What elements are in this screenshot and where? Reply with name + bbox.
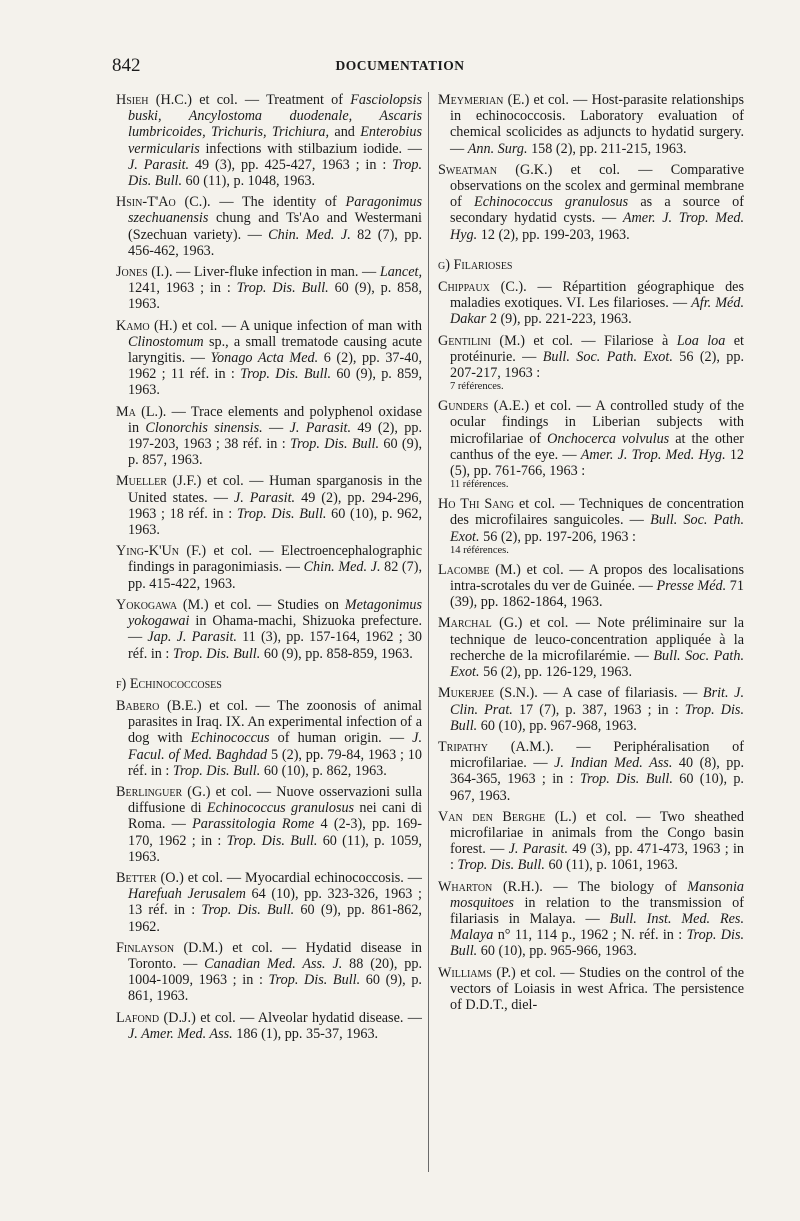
entry-author: Tripathy [438,738,488,755]
entry-text: 60 (10), p. 962, 1963. [128,505,423,539]
bibliography-entry [438,162,744,243]
entry-text: 11 (3), pp. 157-164, 1962 ; 30 réf. in : [128,629,423,662]
entry-italic-text: Trop. Dis. Bull. [450,701,744,734]
entry-italic-text: Loa loa [676,332,726,349]
entry-text: (D.J.) et col. — Alveolar hydatid disease. — [159,1009,422,1026]
entry-italic-text: Mansonia mosquitoes [450,878,744,911]
bibliography-entry [116,318,422,399]
entry-italic-text: J. Indian Med. Ass. [554,755,673,772]
entry-italic-text: Bull. Soc. Path. Exot. [450,647,744,681]
entry-italic-text: Trop. Dis. Bull. [450,927,745,960]
bibliography-entry [116,940,422,1005]
entry-text: 4 (2-3), pp. 169-170, 1962 ; in : [128,816,422,849]
entry-text: 60 (9), p. 858, 1963. [128,280,422,313]
bibliography-entry [116,784,422,865]
bibliography-entry [116,698,422,779]
entry-italic-text: J. Amer. Med. Ass. [128,1025,233,1042]
entry-italic-text: Trop. Dis. Bull. [290,436,380,453]
entry-text: (G.K.) et col. — Comparative observations on the scolex and germinal membrane of [450,161,744,211]
entry-text: 60 (11), p. 1048, 1963. [182,173,316,190]
entry-author: Hsin-T'Ao [116,194,176,211]
entry-text: of human origin. — [269,730,413,747]
entry-italic-text: Trop. Dis. Bull. [268,972,361,989]
entry-text: (G.) et col. — Note préliminaire sur la technique de leuco-concentration appliquée à la recherche de la microfilarémie. — [450,615,744,664]
bibliography-entry [438,879,744,960]
entry-italic-text: Echinococcus granulosus [206,800,355,817]
entry-text: 60 (9), pp. 861-862, 1962. [128,902,422,935]
entry-text: nei cani di Roma. — [128,800,423,833]
entry-text: — [262,419,290,436]
reference-count: 11 références. [450,479,509,491]
bibliography-entry [116,473,422,538]
entry-text: 6 (2), pp. 37-40, 1962 ; 11 réf. in : [128,350,422,383]
entry-italic-text: Trop. Dis. Bull. [172,645,261,662]
entry-text: (H.) et col. — A unique infection of man with [149,317,422,334]
right-column [438,92,744,1018]
reference-count: 14 références. [450,544,509,556]
entry-text: in Ohama-machi, Shizuoka prefecture. — [128,613,422,646]
bibliography-entry [438,685,744,734]
entry-text: 60 (11), p. 1059, 1963. [128,832,422,865]
entry-author: Sweatman [438,161,497,178]
entry-text: at the other canthus of the eye. — [450,430,744,463]
entry-italic-text: J. Facul. of Med. Baghdad [128,730,422,763]
entry-text: 60 (9), p. 861, 1963. [128,972,422,1005]
entry-author: Berlinguer [116,783,183,800]
bibliography-entry [438,809,744,874]
entry-author: Lacombe [438,561,490,578]
entry-italic-text: Bull. Soc. Path. Exot. [542,348,673,365]
entry-text: (I.). — Liver-fluke infection in man. — [147,264,380,281]
entry-text: 64 (10), pp. 323-326, 1963 ; 13 réf. in : [128,886,422,919]
entry-text: 158 (2), pp. 211-215, 1963. [527,140,687,157]
entry-text: (O.) et col. — Myocardial echinococcosis. — [156,869,422,886]
entry-italic-text: Afr. Méd. Dakar [450,295,744,328]
entry-text: (R.H.). — The biology of [492,878,688,895]
entry-text: 56 (2), pp. 197-206, 1963 : [479,528,636,545]
entry-italic-text: Metagonimus yokogawai [128,596,422,630]
entry-author: Wharton [438,878,493,895]
entry-text: (M.) et col. — A propos des localisations intra-scrotales du ver de Guinée. — [450,561,744,595]
entry-text: as a source of secondary hydatid cysts. — [450,194,744,227]
entry-text: et protéinurie. — [450,332,744,365]
entry-text: 49 (2), pp. 197-203, 1963 ; 38 réf. in : [128,419,423,453]
entry-italic-text: Parassitologia Rome [192,816,315,833]
entry-text: 82 (7), pp. 456-462, 1963. [128,226,422,259]
section-heading: f) Echinococcoses [116,675,222,692]
entry-author: Meymerian [438,92,504,108]
entry-author: Mueller [116,473,167,490]
entry-text: 60 (10), pp. 967-968, 1963. [477,717,637,734]
entry-italic-text: Trop. Dis. Bull. [226,832,318,849]
entry-text: (S.N.). — A case of filariasis. — [493,685,703,702]
entry-italic-text: Lancet, [379,264,422,281]
entry-text: 1241, 1963 ; in : [128,280,237,297]
bibliography-entry [438,496,744,557]
entry-author: Kamo [116,317,150,334]
entry-text: (F.) et col. — Electroencephalographic findings in paragonimiasis. — [128,543,422,576]
page-number: 842 [112,55,141,76]
entry-italic-text: Bull. Inst. Med. Res. Malaya [450,910,744,944]
entry-text: 60 (11), p. 1061, 1963. [544,857,678,874]
entry-author: Gentilini [438,332,492,349]
bibliography-entry [438,965,744,1014]
entry-italic-text: J. Parasit. [128,156,190,173]
section-heading: g) Filarioses [438,256,513,273]
left-column [116,92,422,1047]
entry-text: (H.C.) et col. — Treatment of [148,92,351,108]
entry-text: (M.) et col. — Studies on [177,596,345,613]
entry-text: 40 (8), pp. 364-365, 1963 ; in : [450,755,745,788]
entry-italic-text: Echinococcus granulosus [474,194,629,211]
bibliography-entry [116,1010,422,1042]
bibliography-entry [116,870,422,935]
entry-text: (A.M.). — Periphéralisation of microfilariae. — [450,738,744,772]
entry-italic-text: Trop. Dis. Bull. [128,156,423,190]
entry-author: Mukerjee [438,685,494,702]
entry-italic-text: Ann. Surg. [467,140,528,157]
bibliography-entry [438,615,744,680]
entry-author: Ying-K'Un [116,543,180,560]
entry-text: 49 (2), pp. 294-296, 1963 ; 18 réf. in : [128,489,422,522]
entry-text: (L.). — Trace elements and polyphenol oxidase in [128,403,422,436]
entry-text: 56 (2), pp. 207-217, 1963 : [450,348,744,382]
entry-italic-text: Brit. J. Clin. Prat. [450,685,744,718]
entry-author: Jones [116,264,148,281]
entry-text: in relation to the transmission of filariasis in Malaya. — [450,894,744,927]
entry-author: Better [116,869,157,886]
entry-italic-text: Amer. J. Trop. Med. Hyg. [580,446,726,463]
entry-italic-text: Trop. Dis. Bull. [240,366,332,383]
entry-author: Van den Berghe [438,808,546,825]
entry-text: (L.) et col. — Two sheathed microfilariae in animals from the Congo basin forest. — [450,808,744,858]
entry-italic-text: Trop. Dis. Bull. [236,280,329,297]
entry-text: 12 (2), pp. 199-203, 1963. [477,226,630,243]
entry-text: (P.) et col. — Studies on the control of the vectors of Loiasis in west Africa. The persistence of D.D.T., diel- [450,964,744,1013]
entry-text: 60 (10), pp. 965-966, 1963. [477,943,637,960]
entry-author: Finlayson [116,939,175,956]
entry-italic-text: Clinostomum [128,333,204,350]
entry-text: (C.). — The identity of [175,194,346,211]
reference-count: 7 références. [450,381,504,393]
entry-author: Yokogawa [116,596,178,613]
entry-author: Chippaux [438,279,490,296]
bibliography-entry [438,92,744,157]
entry-author: Gunders [438,398,489,415]
entry-italic-text: Fasciolopsis buski, Ancylostoma duodenale, Ascaris lumbricoides, Trichuris, Trichiura, [128,92,422,141]
entry-italic-text: Onchocerca volvulus [547,430,670,447]
entry-italic-text: Chin. Med. J. [268,226,351,243]
entry-text: 60 (10), p. 967, 1963. [450,771,744,804]
entry-text: chung and Ts'Ao and Westermani (Szechuan variety). — [128,210,422,243]
entry-text: 5 (2), pp. 79-84, 1963 ; 10 réf. in : [128,746,422,779]
bibliography-entry [438,398,744,491]
entry-text: sp., a small trematode causing acute laryngitis. — [128,333,422,367]
entry-text: et col. — Techniques de concentration des microfilaires sanguicoles. — [450,496,744,529]
entry-italic-text: Enterobius vermicularis [128,124,422,157]
entry-text: 49 (3), pp. 425-427, 1963 ; in : [189,156,393,173]
entry-text: (A.E.) et col. — A controlled study of the ocular findings in Liberian subjects with microfilariae of [450,398,744,447]
entry-italic-text: J. Parasit. [508,841,568,858]
bibliography-entry [438,739,744,804]
entry-text: 56 (2), pp. 126-129, 1963. [479,664,633,681]
entry-text: 186 (1), pp. 35-37, 1963. [232,1025,379,1042]
entry-italic-text: Trop. Dis. Bull. [201,902,295,919]
entry-text: 2 (9), pp. 221-223, 1963. [486,311,632,328]
entry-italic-text: Trop. Dis. Bull. [172,762,261,779]
entry-italic-text: Paragonimus szechuanensis [128,194,422,227]
entry-author: Williams [438,964,492,981]
entry-text: (M.) et col. — Filariose à [491,332,677,349]
bibliography-entry [116,543,422,592]
entry-italic-text: Trop. Dis. Bull. [579,771,673,788]
entry-italic-text: J. Parasit. [233,489,296,506]
entry-text: 17 (7), p. 387, 1963 ; in : [512,701,685,718]
entry-text: (C.). — Répartition géographique des maladies exotiques. VI. Les filarioses. — [450,279,744,312]
entry-italic-text: Canadian Med. Ass. J. [204,955,343,972]
entry-text: (J.F.) et col. — Human sparganosis in the United states. — [128,473,422,506]
entry-text: 49 (3), pp. 471-473, 1963 ; in : [450,841,745,874]
bibliography-entry [116,597,422,662]
entry-text: 60 (10), p. 862, 1963. [260,762,387,779]
entry-italic-text: Jap. J. Parasit. [147,629,237,646]
page-header [0,55,800,79]
entry-text: 60 (9), p. 857, 1963. [128,436,423,469]
entry-text: 60 (9), p. 859, 1963. [128,366,422,399]
entry-italic-text: Bull. Soc. Path. Exot. [450,512,744,545]
entry-italic-text: Amer. J. Trop. Med. Hyg. [450,210,745,243]
bibliography-entry [116,92,422,189]
entry-italic-text: Trop. Dis. Bull. [457,857,545,874]
entry-italic-text: Clonorchis sinensis. [145,419,263,436]
entry-author: Hsieh [116,92,149,108]
bibliography-entry [116,404,422,469]
bibliography-entry [438,333,744,394]
entry-italic-text: Echinococcus [190,730,270,747]
entry-text: 82 (7), pp. 415-422, 1963. [128,559,423,592]
entry-text: 71 (39), pp. 1862-1864, 1963. [450,578,744,611]
entry-italic-text: Harefuah Jerusalem [128,886,246,903]
entry-text: (G.) et col. — Nuove osservazioni sulla diffusione di [128,783,422,817]
entry-text: and [329,124,361,141]
entry-text: 60 (9), pp. 858-859, 1963. [260,645,413,662]
entry-text: n° 11, 114 p., 1962 ; N. réf. in : [493,927,687,944]
entry-text: (E.) et col. — Host-parasite relationships in echinococcosis. Laboratory evaluation of chemical scolicides as adjuncts to hydatid surgery. — [450,92,744,157]
entry-text: (B.E.) et col. — The zoonosis of animal parasites in Iraq. IX. An experimental infection of a dog with [128,697,422,747]
bibliography-entry [438,279,744,328]
entry-author: Babero [116,697,160,714]
entry-text: (D.M.) et col. — Hydatid disease in Toronto. — [128,939,422,972]
entry-author: Lafond [116,1009,160,1026]
entry-italic-text: Chin. Med. J. [303,559,381,576]
running-title: DOCUMENTATION [335,58,465,73]
entry-italic-text: Yonago Acta Med. [210,350,319,367]
entry-italic-text: Presse Méd. [656,578,727,595]
entry-text: infections with stilbazium iodide. — [199,140,422,157]
bibliography-entry [116,194,422,259]
column-divider [428,92,429,1172]
bibliography-entry [438,562,744,611]
entry-text: 12 (5), pp. 761-766, 1963 : [450,446,744,480]
entry-author: Ma [116,403,136,420]
entry-author: Marchal [438,615,492,632]
entry-italic-text: Trop. Dis. Bull. [236,505,327,522]
entry-text: 88 (20), pp. 1004-1009, 1963 ; in : [128,955,422,989]
entry-author: Ho Thi Sang [438,496,514,513]
bibliography-entry [116,264,422,313]
entry-italic-text: J. Parasit. [289,419,352,436]
